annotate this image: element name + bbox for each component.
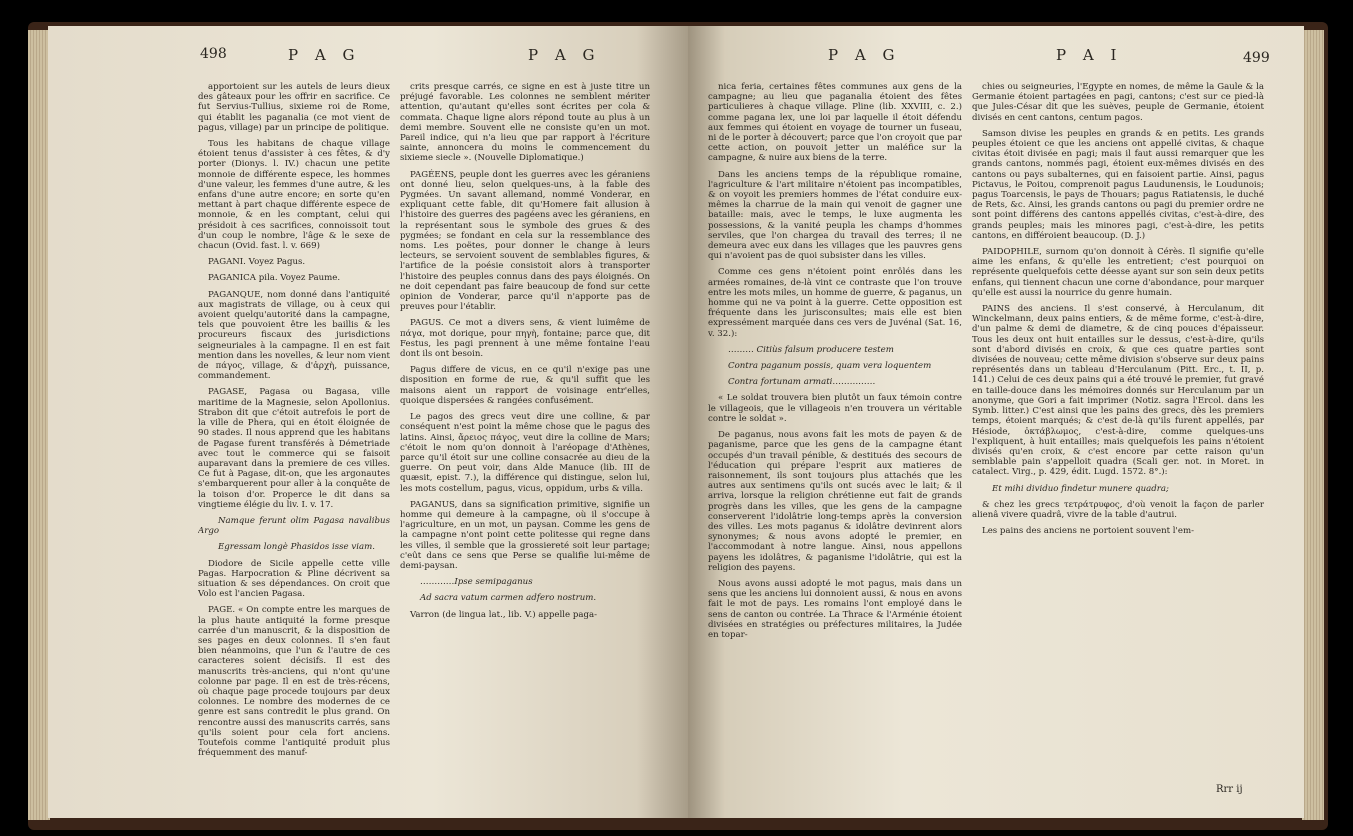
page-number: 498 bbox=[200, 46, 227, 62]
paragraph: Contra fortunam armati…………… bbox=[728, 377, 876, 388]
paragraph: PAGE. « On compte entre les marques de la plus haute antiquité la forme presque carrée d'un manuscrit, & la disposition de ses pages en deux colonnes. Il s'en faut bien néanmoins, que l'un & l'autre de ces caracteres soient décisifs. Il est des manuscrits très-anciens, qui n'ont qu'une colonne par page. Il en est de très-récens, où chaque page procede toujours par deux colonnes. Le nombre des modernes de ce genre est sans contredit le plus grand. On rencontre aussi des manuscrits carrés, sans qu'ils soient pour cela fort anciens. Toutefois comme l'antiquité produit plus fréquemment des manuf- bbox=[198, 605, 390, 759]
column-1 bbox=[708, 82, 962, 807]
paragraph: Nous avons aussi adopté le mot pagus, mais dans un sens que les anciens lui donnoient aussi, & nous en avons fait le mot de pays. Les romains l'ont employé dans le sens de canton ou contrée. La Thrace & l'Arménie étoient divisées en stratégies ou préfectures militaires, la Judée en topar- bbox=[708, 578, 962, 640]
paragraph: PAGANI. Voyez Pagus. bbox=[208, 257, 306, 268]
paragraph: …………Ipse semipaganus bbox=[420, 577, 533, 588]
column-1 bbox=[198, 82, 390, 807]
left-page bbox=[48, 26, 688, 818]
paragraph: Dans les anciens temps de la république romaine, l'agriculture & l'art militaire n'étoient pas incompatibles, & on voyoit les premiers hommes de l'état conduire eux-mêmes la charrue de la main qui venoit de gagner une bataille: mais, avec le temps, le luxe augmenta les possessions, & la vanité peupla les champs d'hommes serviles, que l'on chargea du travail des terres; il ne demeura avec eux dans les villages que les pauvres gens qui n'avoient pas de quoi subsister dans les villes. bbox=[708, 169, 962, 262]
signature-mark: Rrr ij bbox=[1216, 784, 1243, 795]
paragraph: Varron (de lingua lat., lib. V.) appelle paga- bbox=[410, 609, 597, 620]
column-2 bbox=[972, 82, 1264, 772]
running-head-right: P A I bbox=[1056, 46, 1123, 64]
paragraph: PAGANICA pila. Voyez Paume. bbox=[208, 273, 341, 284]
paragraph: Namque ferunt olim Pagasa navalibus Argo bbox=[198, 515, 390, 537]
paragraph: PAINS des anciens. Il s'est conservé, à Herculanum, dit Winckelmann, deux pains entiers, & de même forme, c'est-à-dire, d'un palme & demi de diametre, & de cinq pouces d'épaisseur. Tous les deux ont huit entailles sur le dessus, c'est-à-dire, qu'ils sont d'abord divisés en croix, & que ces quatre parties sont divisées de nouveau; cette même division s'observe sur deux pains représentés dans un tableau d'Herculanum (Pitt. Erc., t. II, p. 141.) Celui de ces deux pains qui a été trouvé le premier, fut gravé en taille-douce dans les mémoires donnés sur Herculanum par un anonyme, que Gori a fait imprimer (Notiz. sagra l'Ercol. dans les Symb. litter.) C'est ainsi que les pains des grecs, dès les premiers temps, étoient marqués; & c'est de-là qu'ils furent appellés, par Hésiode, ὀκτάβλωμος, c'est-à-dire, comme quelques-uns l'expliquent, à huit entailles; mais quelquefois les pains n'étoient divisés qu'en croix, & c'est encore par cette raison qu'un semblable pain s'appelloit quadra (Scali ger. not. in Moret. in catalect. Virg., p. 429, édit. Lugd. 1572. 8°.): bbox=[972, 304, 1264, 478]
paragraph: Le pagos des grecs veut dire une colline, & par conséquent n'est point la même chose que le pagus des latins. Ainsi, ἄρειος πάγος, veut dire la colline de Mars; c'étoit le nom qu'on donnoit à l'aréopage d'Athènes, parce qu'il étoit sur une colline consacrée au dieu de la guerre. On peut voir, dans Alde Manuce (lib. III de quæsit, epist. 7.), la différence qui distingue, selon lui, les mots costellum, pagus, vicus, oppidum, urbs & villa. bbox=[400, 412, 650, 494]
paragraph: Comme ces gens n'étoient point enrôlés dans les armées romaines, de-là vint ce contraste que l'on trouve entre les mots miles, un homme de guerre, & paganus, un homme qui ne va point à la guerre. Cette opposition est fréquente dans les jurisconsultes; mais elle est bien expressément marquée dans ces vers de Juvénal (Sat. 16, v. 32.): bbox=[708, 267, 962, 339]
page-number: 499 bbox=[1243, 50, 1270, 66]
running-head: P A G bbox=[828, 46, 901, 64]
paragraph: crits presque carrés, ce signe en est à juste titre un préjugé favorable. Les colonnes ne semblent mériter attention, qu'autant qu'elles sont écrites per cola & commata. Chaque ligne alors répond toute au plus à un demi membre. Souvent elle ne consiste qu'en un mot. Pareil indice, qui n'a lieu que par rapport à l'écriture sainte, annoncera du moins le commencement du sixieme siecle ». (Nouvelle Diplomatique.) bbox=[400, 82, 650, 164]
paragraph: Contra paganum possis, quam vera loquentem bbox=[728, 361, 932, 372]
paragraph: ……… Citiùs falsum producere testem bbox=[728, 344, 894, 355]
paragraph: De paganus, nous avons fait les mots de payen & de paganisme, parce que les gens de la campagne étant occupés d'un travail pénible, & destitués des secours de l'éducation qui prépare l'esprit aux matieres de raisonnement, ils sont toujours plus attachés que les autres aux sentimens qu'ils ont sucés avec le lait; & il arriva, lorsque la religion chrétienne eut fait de grands progrès dans les villes, que les gens de la campagne conserverent l'idolâtrie long-temps après la conversion des villes. Les mots paganus & idolâtre devinrent alors synonymes; & nous avons adopté le premier, en l'accommodant à notre langue. Ainsi, nous appellons payens les idolâtres, & paganisme l'idolâtrie, qui est la religion des payens. bbox=[708, 430, 962, 573]
paragraph: & chez les grecs τετράτρυφος, d'où venoit la façon de parler alienâ vivere quadrâ, vivre de la table d'autrui. bbox=[972, 499, 1264, 520]
paragraph: Et mihi dividuo findetur munere quadra; bbox=[992, 483, 1169, 494]
right-page bbox=[688, 26, 1304, 818]
paragraph: PAGANQUE, nom donné dans l'antiquité aux magistrats de village, ou à ceux qui avoient quelqu'autorité dans la campagne, tels que pouvoient être les baillis & les procureurs fiscaux des jurisdictions seigneuriales à la campagne. Il en est fait mention dans les novelles, & leur nom vient de πάγος, village, & d'ἀρχὴ, puissance, commandement. bbox=[198, 289, 390, 382]
page-edges-right bbox=[1302, 30, 1324, 820]
paragraph: PAGANUS, dans sa signification primitive, signifie un homme qui demeure à la campagne, où il s'occupe à l'agriculture, en un mot, un paysan. Comme les gens de la campagne n'ont point cette politesse qui regne dans les villes, il semble que la grossiereté soit leur partage; c'eût dans ce sens que Perse se qualifie lui-même de demi-paysan. bbox=[400, 499, 650, 571]
paragraph: Diodore de Sicile appelle cette ville Pagas. Harpocration & Pline décrivent sa situation & ses dépendances. On croit que Volo est l'ancien Pagasa. bbox=[198, 558, 390, 600]
paragraph: nica feria, certaines fêtes communes aux gens de la campagne; au lieu que paganalia étoient des fêtes particulieres à chaque village. Pline (lib. XXVIII, c. 2.) comme pagana lex, une loi par laquelle il étoit défendu aux femmes qui étoient en voyage de tourner un fuseau, ni de le porter à découvert; parce que l'on croyoit que par cette action, on pouvoit jetter un maléfice sur la campagne, & nuire aux biens de la terre. bbox=[708, 82, 962, 164]
paragraph: PAGASE, Pagasa ou Bagasa, ville maritime de la Magnesie, selon Apollonius. Strabon dit que c'étoit autrefois le port de la ville de Phera, qui en étoit éloignée de 90 stades. Il nous apprend que les habitans de Pagase furent transférés à Démetriade avec tout le commerce qui se faisoit auparavant dans la premiere de ces villes. Ce fut à Pagase, dit-on, que les argonautes s'embarquerent pour aller à la conquête de la toison d'or. Properce le dit dans sa vingtieme élégie du liv. I. v. 17. bbox=[198, 387, 390, 510]
paragraph: apportoient sur les autels de leurs dieux des gâteaux pour les offrir en sacrifice. Ce fut Servius-Tullius, sixieme roi de Rome, qui établit les paganalia (ce mot vient de pagus, village) par un principe de politique. bbox=[198, 82, 390, 133]
page-edges-left bbox=[28, 30, 50, 820]
paragraph: Tous les habitans de chaque village étoient tenus d'assister à ces fêtes, & d'y porter (Dionys. l. IV.) chacun une petite monnoie de différente espece, les hommes d'une valeur, les femmes d'une autre, & les enfans d'une autre encore; en sorte qu'en mettant à part chaque différente espece de monnoie, & en les comptant, celui qui présidoit à ces sacrifices, connoissoit tout d'un coup le nombre, l'âge & le sexe de chacun (Ovid. fast. l. v. 669) bbox=[198, 139, 390, 252]
paragraph: Egressam longè Phasidos isse viam. bbox=[218, 542, 375, 553]
paragraph: « Le soldat trouvera bien plutôt un faux témoin contre le villageois, que le villageois n'en trouvera un véritable contre le soldat ». bbox=[708, 393, 962, 424]
paragraph: PAGÉENS, peuple dont les guerres avec les géraniens ont donné lieu, selon quelques-uns, à la fable des Pygmées. Un savant allemand, nommé Vonderar, en expliquant cette fable, dit qu'Homere fait allusion à l'histoire des guerres des pagéens avec les géraniens, en la représentant sous le symbole des grues & des pygmées; se fondant en cela sur la ressemblance des noms. Les poëtes, pour donner le change à leurs lecteurs, se servoient souvent de semblables figures, & l'artifice de la poésie consistoit alors à transporter l'histoire des peuples connus dans des pays éloignés. On ne doit cependant pas faire beaucoup de fond sur cette opinion de Vonderar, parce qu'il n'apporte pas de preuves pour l'établir. bbox=[400, 169, 650, 313]
paragraph: Pagus differe de vicus, en ce qu'il n'exige pas une disposition en forme de rue, & qu'il suffit que les maisons aient un rapport de voisinage entr'elles, quoique dispersées & rangées confusément. bbox=[400, 365, 650, 406]
running-head: P A G bbox=[288, 46, 361, 64]
column-2 bbox=[400, 82, 650, 807]
paragraph: Ad sacra vatum carmen adfero nostrum. bbox=[420, 593, 597, 604]
paragraph: PAIDOPHILE, surnom qu'on donnoit à Cérès. Il signifie qu'elle aime les enfans, & qu'elle les entretient; c'est pourquoi on représente quelquefois cette déesse ayant sur son sein deux petits enfans, qui tiennent chacun une corne d'abondance, pour marquer qu'elle est aussi la nourrice du genre humain. bbox=[972, 247, 1264, 298]
paragraph: chies ou seigneuries, l'Egypte en nomes, de même la Gaule & la Germanie étoient partagées en pagi, cantons; c'est sur ce pied-là que Jules-César dit que les suèves, peuple de Germanie, étoient divisés en cent cantons, centum pagos. bbox=[972, 82, 1264, 123]
running-head-right: P A G bbox=[528, 46, 601, 64]
paragraph: Les pains des anciens ne portoient souvent l'em- bbox=[982, 526, 1195, 537]
paragraph: Samson divise les peuples en grands & en petits. Les grands peuples étoient ce que les anciens ont appellé civitas, & chaque civitas étoit divisée en pagi; mais il faut aussi remarquer que les grands cantons, nommés pagi, étoient eux-mêmes divisés en des cantons ou pays subalternes, qui en faisoient partie. Ainsi, pagus Pictavus, le Poitou, comprenoit pagus Laudunensis, le Loudunois; pagus Toarcensis, le pays de Thouars; pagus Ratiatensis, le duché de Rets, &c. Ainsi, les grands cantons ou pagi du premier ordre ne sont point différens des cantons appellés civitas, c'est-à-dire, des grands peuples; mais les minores pagi, c'est-à-dire, les petits cantons, en différoient beaucoup. (D. J.) bbox=[972, 128, 1264, 241]
paragraph: PAGUS. Ce mot a divers sens, & vient luimême de πάγα, mot dorique, pour πηγὴ, fontaine; parce que, dit Festus, les pagi prennent à une même fontaine l'eau dont ils ont besoin. bbox=[400, 318, 650, 360]
